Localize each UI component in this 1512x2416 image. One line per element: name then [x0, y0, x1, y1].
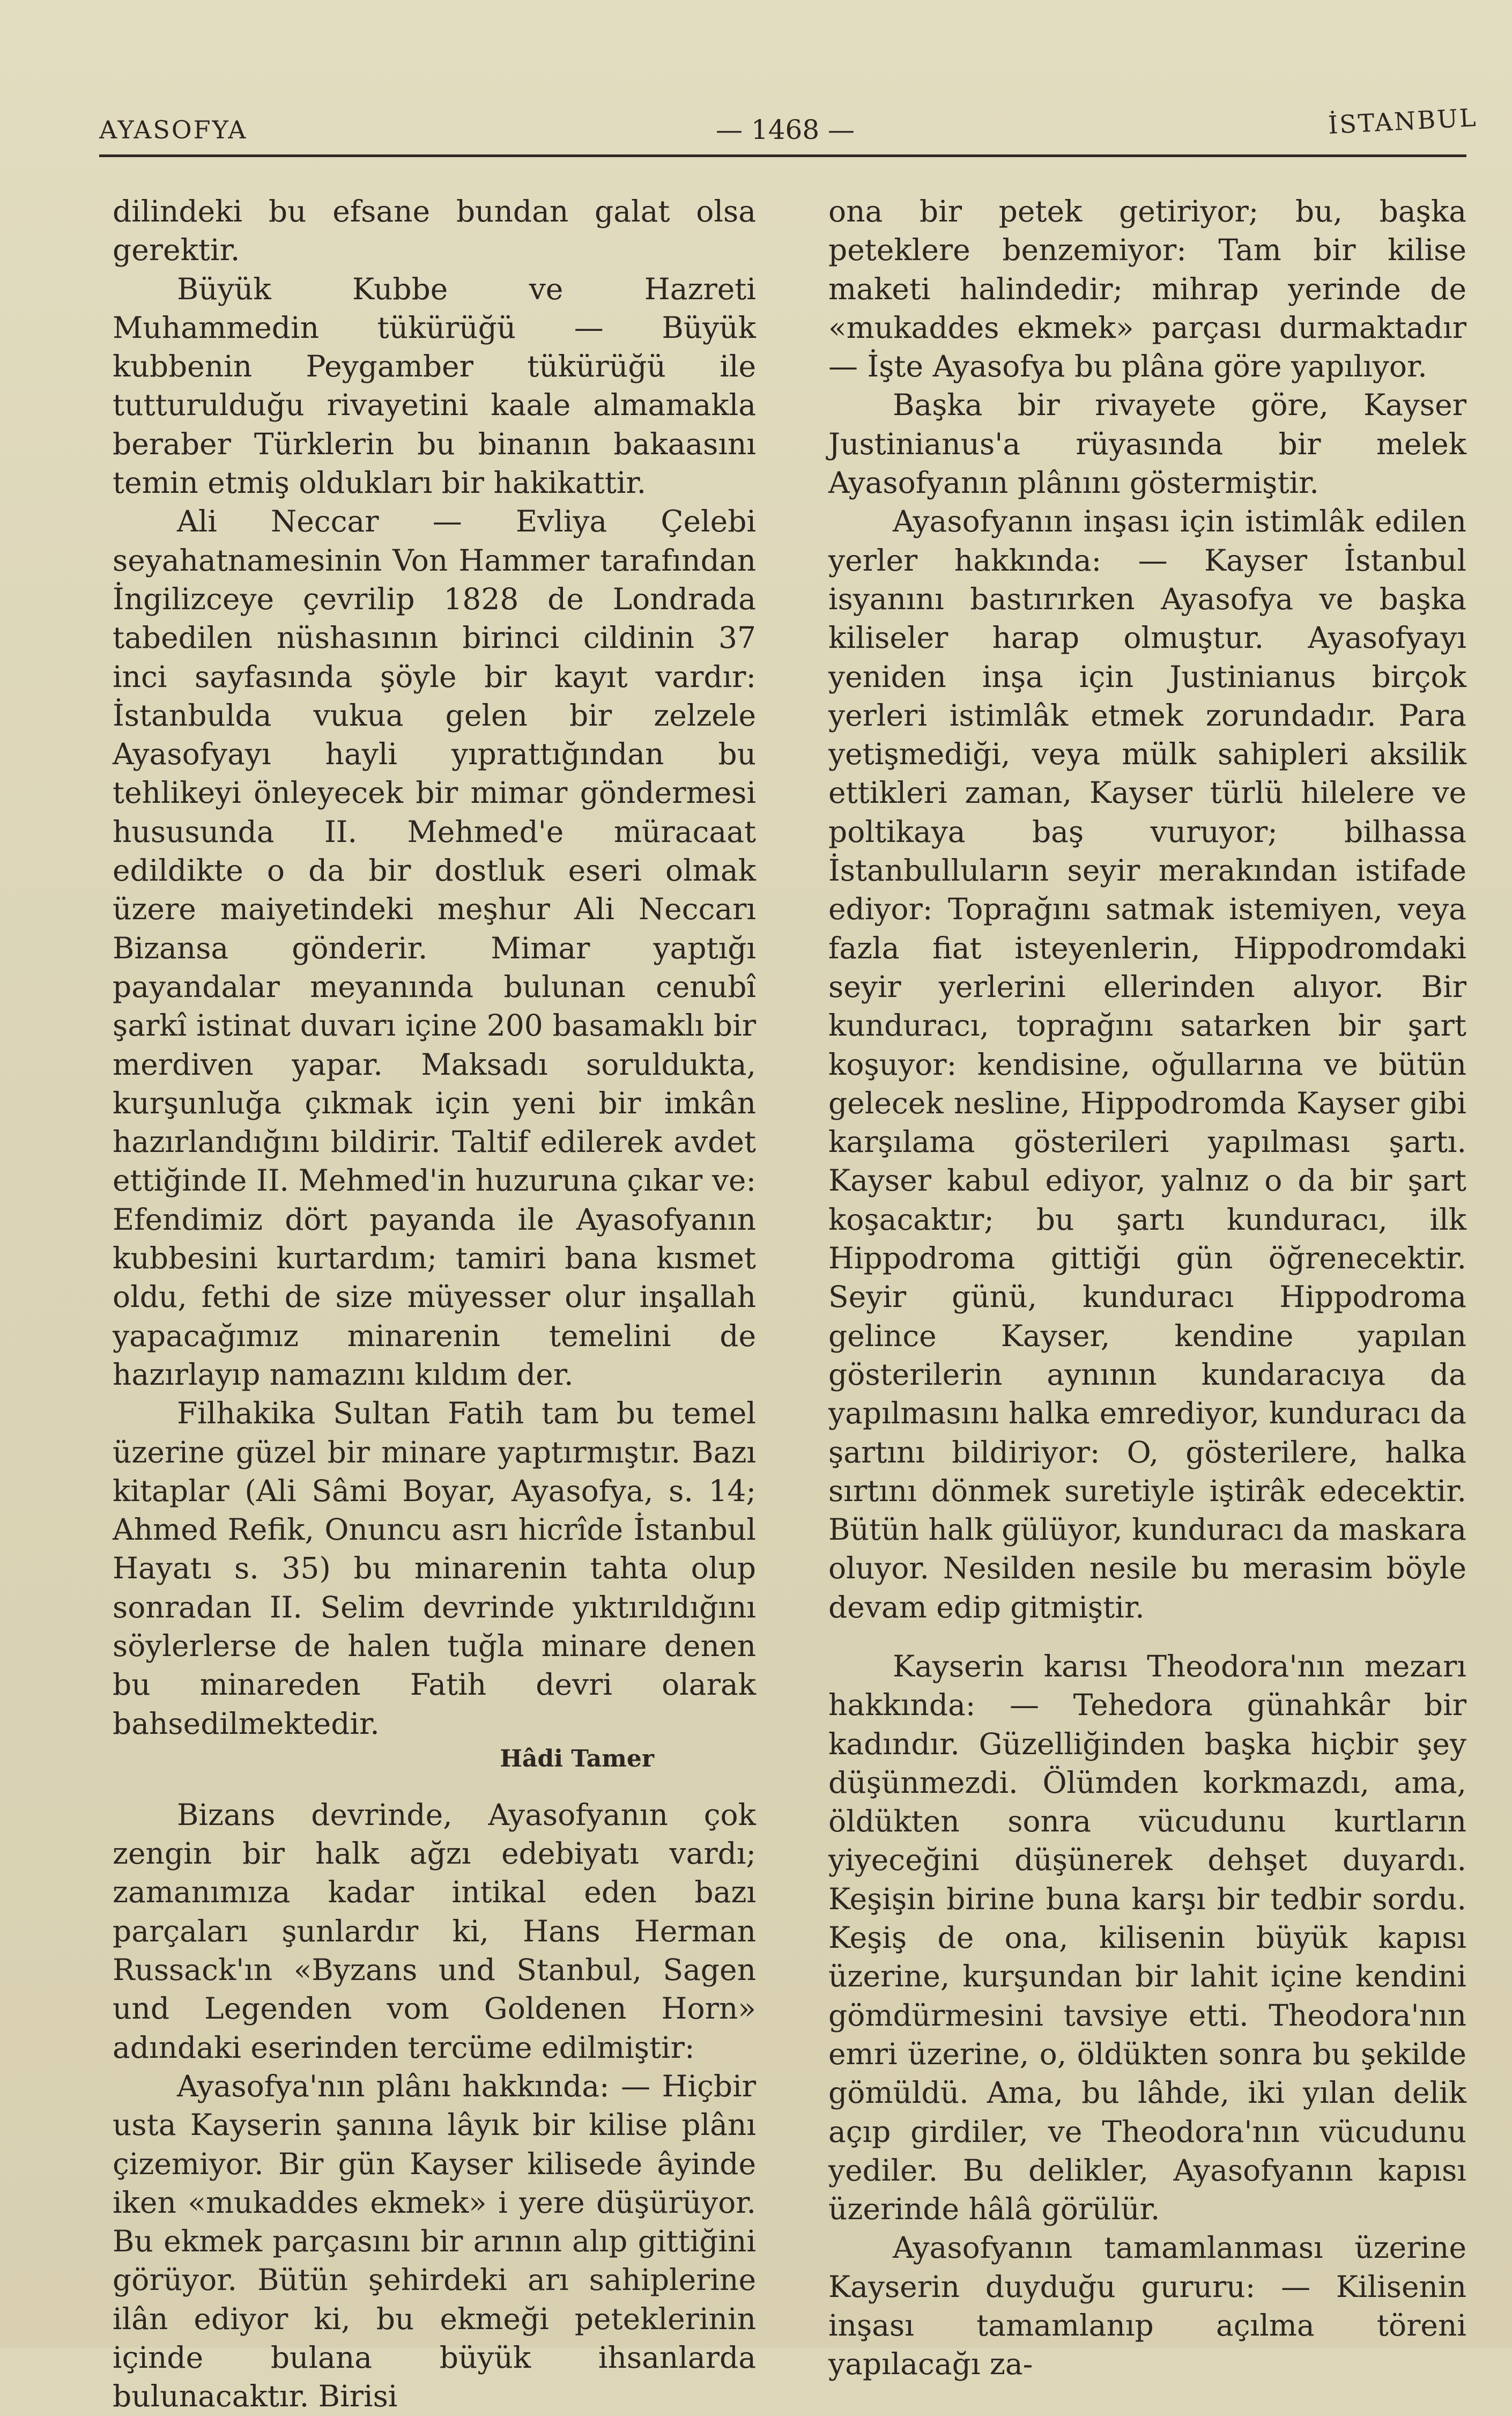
running-head-right: İSTANBUL: [1327, 102, 1478, 140]
paragraph: Filhakika Sultan Fatih tam bu temel üzerine güzel bir minare yaptırmıştır. Bazı kitaplar (Ali Sâmi Boyar, Ayasofya, s. 14; Ahmed Refik, Onuncu asrı hicrîde İstanbul Hayatı s. 35) bu minarenin tahta olup sonradan II. Selim devrinde yıktırıldığını söylerlerse de halen tuğla minare denen bu minareden Fatih devri olarak bahsedilmektedir.: [113, 1396, 756, 1741]
paragraph: Ayasofyanın inşası için istimlâk edilen yerler hakkında: — Kayser İstanbul isyanını bastırırken Ayasofya ve başka kiliseler harap olmuştur. Ayasofyayı yeniden inşa için Justinianus birçok yerleri istimlâk etmek zorundadır. Para yetişmediği, veya mülk sahipleri aksilik ettikleri zaman, Kayser türlü hilelere ve poltikaya baş vuruyor; bilhassa İstanbulluların seyir merakından istifade ediyor: Toprağını satmak istemiyen, veya fazla fiat isteyenlerin, Hippodromdaki seyir yerlerini ellerinden alıyor. Bir kunduracı, toprağını satarken bir şart koşuyor: kendisine, oğullarına ve bütün gelecek nesline, Hippodromda Kayser gibi karşılama gösterileri yapılması şartı. Kayser kabul ediyor, yalnız o da bir şart koşacaktır; bu şartı kunduracı, ilk Hippodroma gittiği gün öğrenecektir. Seyir günü, kunduracı Hippodroma gelince Kayser, kendine yapılan gösterilerin aynının kundaracıya da yapılmasını halka emrediyor, kunduracı da şartını bildiriyor: O, gösterilere, halka sırtını dönmek suretiyle iştirâk edecektir. Bütün halk gülüyor, kunduracı da maskara oluyor. Nesilden nesile bu merasim böyle devam edip gitmiştir.: [828, 504, 1466, 1624]
page-header: [99, 102, 1483, 147]
paragraph: Ayasofya'nın plânı hakkında: — Hiçbir usta Kayserin şanına lâyık bir kilise plânı çizemiyor. Bir gün Kayser kilisede âyinde iken «mukaddes ekmek» i yere düşürüyor. Bu ekmek parçasını bir arının alıp gittiğini görüyor. Bütün şehirdeki arı sahiplerine ilân ediyor ki, bu ekmeği peteklerinin içinde bulana büyük ihsanlarda bulunacaktır. Birisi: [113, 2068, 756, 2414]
right-column: [828, 192, 1466, 2384]
paragraph: ona bir petek getiriyor; bu, başka peteklere benzemiyor: Tam bir kilise maketi halindedir; mihrap yerinde de «mukaddes ekmek» parçası durmaktadır — İşte Ayasofya bu plâna göre yapılıyor.: [828, 194, 1466, 384]
paragraph: dilindeki bu efsane bundan galat olsa gerektir.: [113, 194, 756, 268]
paragraph: Ayasofyanın tamamlanması üzerine Kayserin duyduğu gururu: — Kilisenin inşası tamamlanıp açılma töreni yapılacağı za-: [828, 2230, 1466, 2382]
paragraph: Kayserin karısı Theodora'nın mezarı hakkında: — Tehedora günahkâr bir kadındır. Güzelliğinden başka hiçbir şey düşünmezdi. Ölümden korkmazdı, ama, öldükten sonra vücudunu kurtların yiyeceğini düşünerek dehşet duyardı. Keşişin birine buna karşı bir tedbir sordu. Keşiş de ona, kilisenin büyük kapısı üzerine, kurşundan bir lahit içine kendini gömdürmesini tavsiye etti. Theodora'nın emri üzerine, o, öldükten sonra bu şekilde gömüldü. Ama, bu lâhde, iki yılan delik açıp girdiler, ve Theodora'nın vücudunu yediler. Bu delikler, Ayasofyanın kapısı üzerinde hâlâ görülür.: [828, 1649, 1466, 2227]
paragraph: Büyük Kubbe ve Hazreti Muhammedin tükürüğü — Büyük kubbenin Peygamber tükürüğü ile tutturulduğu rivayetini kaale almamakla beraber Türklerin bu binanın bakaasını temin etmiş oldukları bir hakikattir.: [113, 271, 756, 500]
left-column: [113, 192, 756, 2416]
running-head-left: AYASOFYA: [99, 115, 248, 144]
page-number: — 1468 —: [716, 114, 855, 145]
paragraph: Başka bir rivayete göre, Kayser Justinianus'a rüyasında bir melek Ayasofyanın plânını göstermiştir.: [828, 388, 1466, 500]
paragraph: Ali Neccar — Evliya Çelebi seyahatnamesinin Von Hammer tarafından İngilizceye çevrilip 1828 de Londrada tabedilen nüshasının birinci cildinin 37 inci sayfasında şöyle bir kayıt vardır: İstanbulda vukua gelen bir zelzele Ayasofyayı hayli yıprattığından bu tehlikeyi önleyecek bir mimar göndermesi hususunda II. Mehmed'e müracaat edildikte o da bir dostluk eseri olmak üzere maiyetindeki meşhur Ali Neccarı Bizansa gönderir. Mimar yaptığı payandalar meyanında bulunan cenubî şarkî istinat duvarı içine 200 basamaklı bir merdiven yapar. Maksadı soruldukta, kurşunluğa çıkmak için yeni bir imkân hazırlandığını bildirir. Taltif edilerek avdet ettiğinde II. Mehmed'in huzuruna çıkar ve: Efendimiz dört payanda ile Ayasofyanın kubbesini kurtardım; tamiri bana kısmet oldu, fethi de size müyesser olur inşallah yapacağımız minarenin temelini de hazırlayıp namazını kıldım der.: [113, 504, 756, 1392]
paragraph: Bizans devrinde, Ayasofyanın çok zengin bir halk ağzı edebiyatı vardı; zamanımıza kadar intikal eden bazı parçaları şunlardır ki, Hans Herman Russack'ın «Byzans und Stanbul, Sagen und Legenden vom Goldenen Horn» adındaki eserinden tercüme edilmiştir:: [113, 1797, 756, 2065]
author-signature: Hâdi Tamer: [500, 1745, 654, 1772]
header-rule: [99, 154, 1466, 157]
